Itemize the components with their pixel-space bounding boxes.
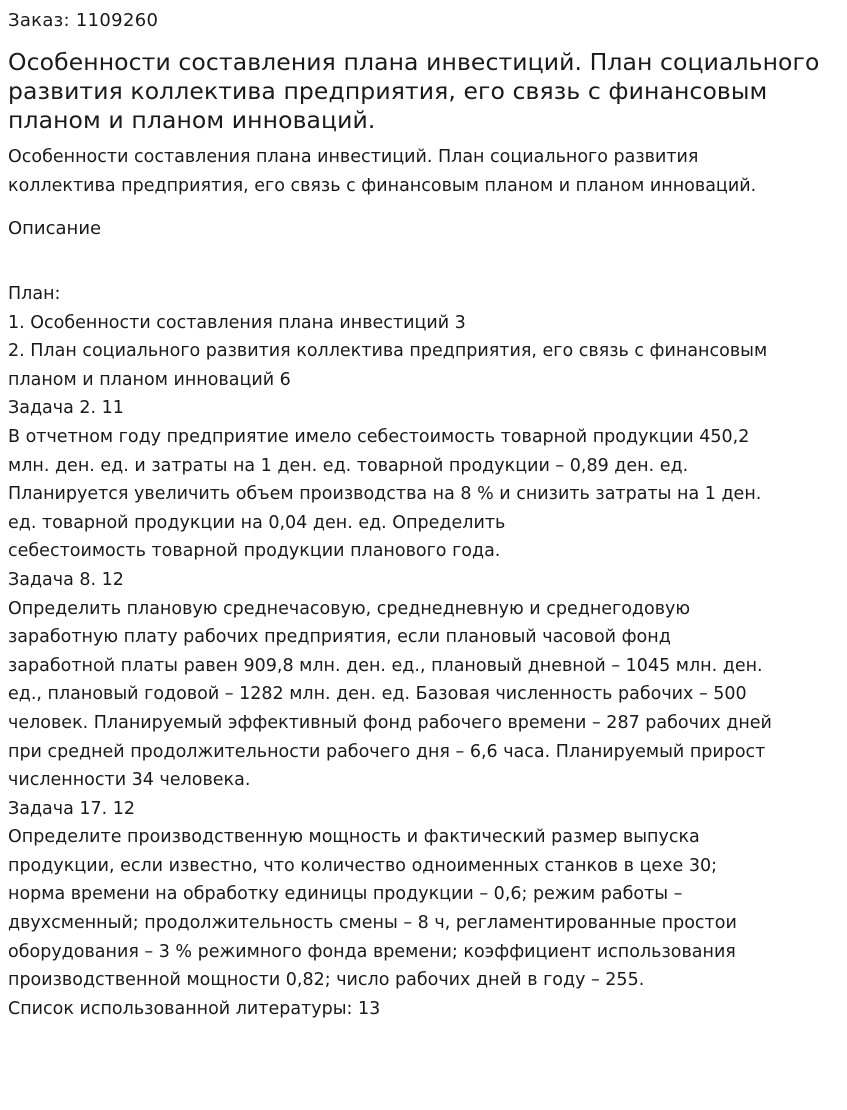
task-heading: Задача 2. 11 bbox=[8, 398, 124, 419]
bibliography-line: Список использованной литературы: 13 bbox=[8, 998, 381, 1019]
task-text-line: себестоимость товарной продукции планового года. bbox=[8, 541, 501, 562]
plan-heading: План: bbox=[8, 284, 61, 304]
task-text-line: заработной платы равен 909,8 млн. ден. ед., плановый дневной – 1045 млн. ден. bbox=[8, 655, 763, 676]
task-text-line: продукции, если известно, что количество одноименных станков в цехе 30; bbox=[8, 855, 718, 876]
task-text-line: ед. товарной продукции на 0,04 ден. ед. Определить bbox=[8, 512, 506, 533]
title-line: планом и планом инноваций. bbox=[8, 106, 376, 134]
task-heading: Задача 8. 12 bbox=[8, 569, 124, 590]
description-body bbox=[8, 280, 839, 1023]
task-text-line: заработную плату рабочих предприятия, если плановый часовой фонд bbox=[8, 627, 671, 648]
order-number: Заказ: 1109260 bbox=[8, 10, 159, 31]
subtitle-line: Особенности составления плана инвестиций. План социального развития bbox=[8, 147, 699, 167]
task-text-line: при средней продолжительности рабочего дня – 6,6 часа. Планируемый прирост bbox=[8, 741, 766, 762]
task-text-line: Определите производственную мощность и фактический размер выпуска bbox=[8, 827, 700, 848]
task-text-line: норма времени на обработку единицы продукции – 0,6; режим работы – bbox=[8, 884, 683, 905]
plan-item-continuation: планом и планом инноваций 6 bbox=[8, 369, 291, 390]
task-text-line: млн. ден. ед. и затраты на 1 ден. ед. товарной продукции – 0,89 ден. ед. bbox=[8, 455, 689, 476]
task-text-line: Определить плановую среднечасовую, среднедневную и среднегодовую bbox=[8, 598, 691, 619]
description-heading: Описание bbox=[8, 218, 102, 239]
task-text-line: численности 34 человека. bbox=[8, 770, 251, 791]
task-text-line: двухсменный; продолжительность смены – 8 ч, регламентированные простои bbox=[8, 913, 737, 934]
task-text-line: В отчетном году предприятие имело себестоимость товарной продукции 450,2 bbox=[8, 426, 750, 447]
task-text-line: ед., плановый годовой – 1282 млн. ден. ед. Базовая численность рабочих – 500 bbox=[8, 684, 747, 705]
task-text-line: Планируется увеличить объем производства на 8 % и снизить затраты на 1 ден. bbox=[8, 484, 762, 505]
task-text-line: оборудования – 3 % режимного фонда времени; коэффициент использования bbox=[8, 941, 736, 962]
task-text-line: производственной мощности 0,82; число рабочих дней в году – 255. bbox=[8, 970, 645, 991]
title-line: Особенности составления плана инвестиций. План социального bbox=[8, 48, 820, 76]
subtitle-line: коллектива предприятия, его связь с финансовым планом и планом инноваций. bbox=[8, 175, 757, 196]
subtitle bbox=[8, 143, 839, 200]
title-line: развития коллектива предприятия, его связь с финансовым bbox=[8, 77, 768, 105]
task-heading: Задача 17. 12 bbox=[8, 798, 136, 819]
plan-item: 1. Особенности составления плана инвестиций 3 bbox=[8, 312, 466, 333]
task-text-line: человек. Планируемый эффективный фонд рабочего времени – 287 рабочих дней bbox=[8, 712, 772, 733]
page-title bbox=[8, 48, 839, 135]
plan-item: 2. План социального развития коллектива предприятия, его связь с финансовым bbox=[8, 341, 768, 362]
